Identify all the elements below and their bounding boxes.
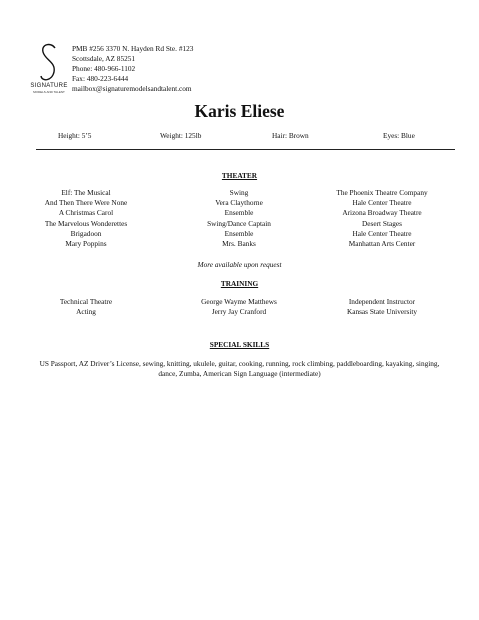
list-item: Jerry Jay Cranford: [211, 307, 267, 317]
agency-contact: [72, 44, 193, 94]
list-item: Kansas State University: [346, 307, 418, 317]
agency-phone: Phone: 480-966-1102: [72, 64, 136, 73]
list-item: Independent Instructor: [348, 297, 416, 306]
list-item: Manhattan Arts Center: [348, 239, 416, 249]
theater-heading: THEATER: [221, 171, 258, 180]
list-item: A Christmas Carol: [58, 208, 114, 218]
list-item: Acting: [76, 307, 96, 317]
stat-hair: Hair: Brown: [272, 131, 309, 140]
list-item: Ensemble: [224, 228, 254, 238]
list-item: Brigadoon: [70, 228, 102, 238]
theater-productions-column: [6, 188, 166, 249]
list-item: Technical Theatre: [59, 297, 113, 306]
list-item: Swing: [229, 188, 249, 197]
training-subjects-column: [6, 297, 166, 317]
list-item: Arizona Broadway Theatre: [342, 208, 422, 218]
stat-weight: Weight: 125lb: [160, 131, 202, 140]
list-item: Mrs. Banks: [222, 239, 256, 249]
training-instructors-column: [159, 297, 319, 317]
special-skills-heading: SPECIAL SKILLS: [209, 340, 270, 349]
training-heading: TRAINING: [220, 279, 259, 288]
more-available-note: More available upon request: [197, 260, 282, 269]
agency-logo: [29, 42, 69, 96]
s-logo-icon: [37, 42, 61, 84]
stat-eyes: Eyes: Blue: [383, 131, 415, 140]
list-item: Vera Claythorne: [215, 198, 263, 208]
list-item: Hale Center Theatre: [352, 198, 412, 208]
list-item: Ensemble: [224, 208, 254, 218]
training-places-column: [302, 297, 462, 317]
theater-roles-column: [159, 188, 319, 249]
list-item: And Then There Were None: [44, 198, 128, 208]
list-item: The Phoenix Theatre Company: [336, 188, 428, 197]
list-item: The Marvelous Wonderettes: [44, 218, 128, 228]
agency-fax: Fax: 480-223-6444: [72, 74, 129, 83]
list-item: Mary Poppins: [65, 239, 107, 249]
logo-tagline: MODELS AND TALENT: [33, 90, 65, 94]
logo-wordmark: SIGNATURE: [30, 83, 68, 89]
agency-address: PMB #256 3370 N. Hayden Rd Ste. #123: [72, 44, 194, 53]
theater-venues-column: [302, 188, 462, 249]
special-skills-text: US Passport, AZ Driver’s License, sewing, knitting, ukulele, guitar, cooking, running, rock climbing, paddleboarding, kayaking, singing, dance, Zumba, American Sign Language (intermediate): [39, 359, 440, 378]
list-item: George Wayme Matthews: [201, 297, 277, 306]
stat-height: Height: 5’5: [58, 131, 92, 140]
list-item: Swing/Dance Captain: [207, 218, 271, 228]
list-item: Elf: The Musical: [61, 188, 111, 197]
list-item: Hale Center Theatre: [352, 228, 412, 238]
header-divider: [36, 149, 455, 150]
agency-email[interactable]: mailbox@signaturemodelsandtalent.com: [72, 84, 192, 93]
list-item: Desert Stages: [362, 218, 402, 228]
performer-name: Karis Eliese: [194, 101, 285, 121]
agency-city: Scottsdale, AZ 85251: [72, 54, 136, 63]
